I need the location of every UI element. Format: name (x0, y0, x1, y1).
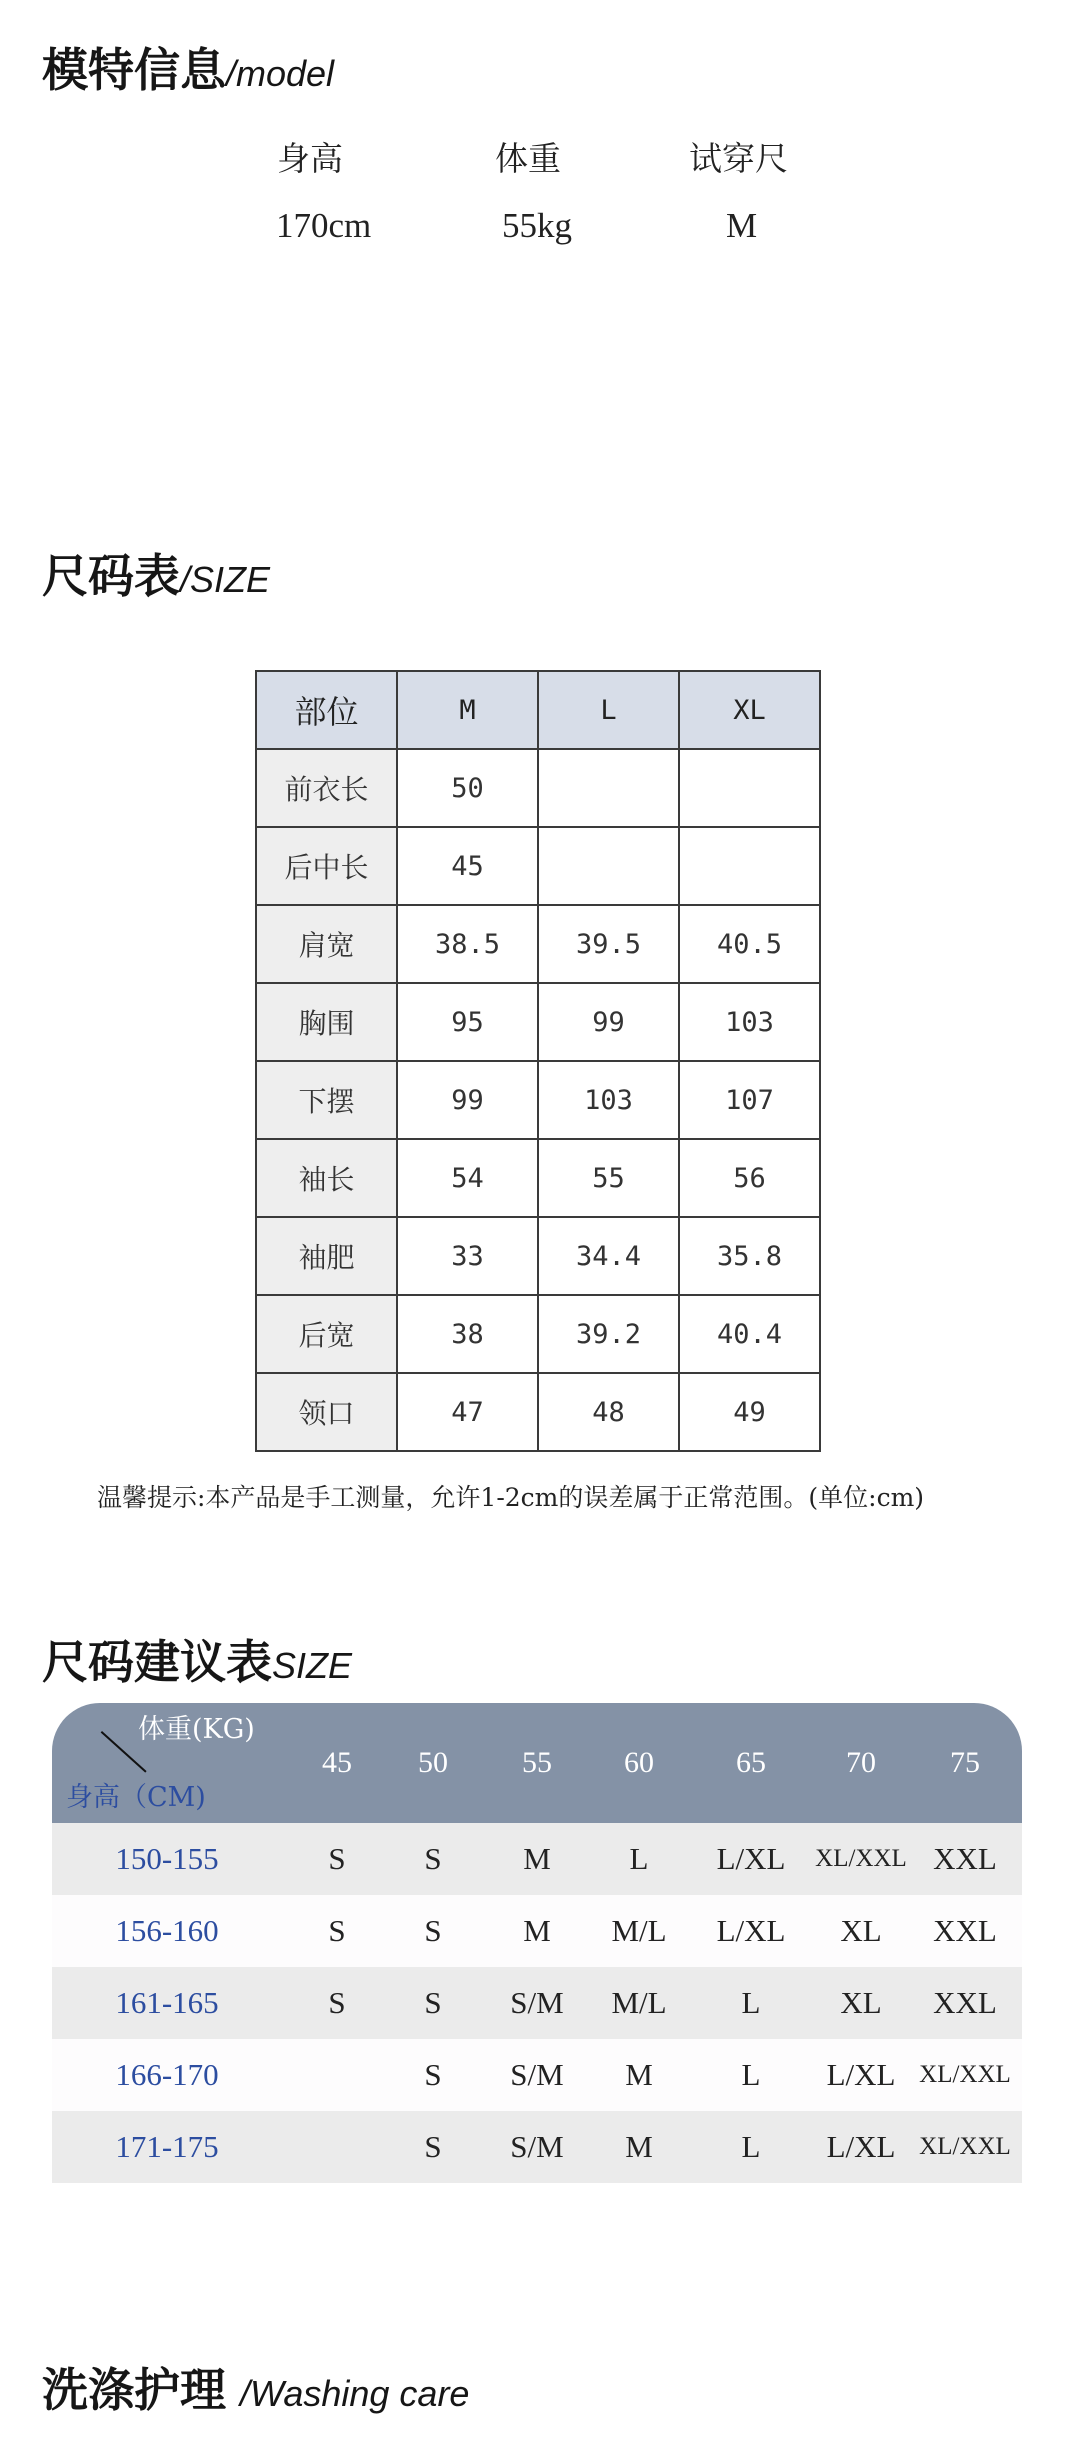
size-suggestion-cell: L (741, 1985, 761, 2020)
weight-column-header: 70 (846, 1746, 876, 1779)
size-header-part: 部位 (256, 671, 397, 749)
size-value-cell (679, 827, 820, 905)
size-suggestion-cell: S (424, 1985, 442, 2020)
height-range-cell: 161-165 (115, 1985, 219, 2020)
size-value-cell: 55 (538, 1139, 679, 1217)
size-value-cell (538, 749, 679, 827)
height-range-cell: 150-155 (115, 1841, 219, 1876)
size-suggestion-cell: S/M (510, 1985, 564, 2020)
size-value-cell: 38 (397, 1295, 538, 1373)
size-value-cell: 34.4 (538, 1217, 679, 1295)
size-value-cell: 47 (397, 1373, 538, 1451)
size-value-cell: 35.8 (679, 1217, 820, 1295)
size-row-label: 袖长 (256, 1139, 397, 1217)
recommend-row (52, 1823, 1022, 1895)
size-header-xl: XL (679, 671, 820, 749)
size-row-label: 胸围 (256, 983, 397, 1061)
model-weight-label: 体重 (495, 139, 561, 178)
size-suggestion-cell: M (523, 1841, 551, 1876)
size-value-cell: 39.2 (538, 1295, 679, 1373)
size-suggestion-cell: S (424, 1913, 442, 1948)
size-table-row (256, 827, 820, 905)
model-height-value: 170cm (276, 206, 372, 245)
size-table-row (256, 905, 820, 983)
size-value-cell: 99 (538, 983, 679, 1061)
size-suggestion-cell: M (523, 1913, 551, 1948)
size-value-cell: 45 (397, 827, 538, 905)
size-row-label: 前衣长 (256, 749, 397, 827)
size-header-l: L (538, 671, 679, 749)
size-table-row (256, 983, 820, 1061)
size-suggestion-cell: M/L (611, 1913, 667, 1948)
recommend-table-header (52, 1703, 1022, 1823)
size-table (255, 670, 821, 1452)
size-suggestion-cell (282, 2039, 392, 2111)
size-suggestion-cell: XXL (933, 1841, 997, 1876)
model-section-title (42, 34, 334, 100)
size-value-cell: 99 (397, 1061, 538, 1139)
weight-column-header: 50 (418, 1746, 448, 1779)
size-value-cell: 107 (679, 1061, 820, 1139)
size-suggestion-cell: XL/XXL (919, 2061, 1011, 2088)
size-title-en: /SIZE (180, 559, 271, 600)
size-value-cell: 103 (538, 1061, 679, 1139)
weight-column-header: 65 (736, 1746, 766, 1779)
size-value-cell: 103 (679, 983, 820, 1061)
size-value-cell: 39.5 (538, 905, 679, 983)
size-suggestion-cell: XXL (933, 1985, 997, 2020)
size-recommend-table (52, 1703, 1022, 2183)
weight-column-header: 60 (624, 1746, 654, 1779)
weight-column-header: 45 (322, 1746, 352, 1779)
recommend-title-en: SIZE (272, 1645, 353, 1686)
size-value-cell: 38.5 (397, 905, 538, 983)
model-title-en: /model (226, 53, 335, 94)
size-suggestion-cell: S/M (510, 2057, 564, 2092)
size-suggestion-cell: L/XL (826, 2129, 896, 2164)
size-table-row (256, 1373, 820, 1451)
wash-section-title (42, 2354, 469, 2420)
wash-title-cn: 洗涤护理 (42, 2363, 226, 2417)
size-suggestion-cell: XL (840, 1985, 882, 2020)
size-suggestion-cell: L (741, 2057, 761, 2092)
model-weight-value: 55kg (502, 206, 572, 245)
size-suggestion-cell: S (424, 2129, 442, 2164)
size-value-cell (679, 749, 820, 827)
size-header-m: M (397, 671, 538, 749)
size-section-title (42, 540, 270, 606)
model-title-cn: 模特信息 (42, 43, 226, 97)
recommend-section-title (42, 1626, 352, 1692)
size-suggestion-cell: S/M (510, 2129, 564, 2164)
weight-axis-label: 体重(KG) (138, 1714, 255, 1745)
height-range-cell: 156-160 (115, 1913, 219, 1948)
weight-column-header: 75 (950, 1746, 980, 1779)
height-range-cell: 166-170 (115, 2057, 219, 2092)
size-suggestion-cell: M (625, 2129, 653, 2164)
size-row-label: 后宽 (256, 1295, 397, 1373)
model-size-label: 试穿尺 (689, 139, 788, 178)
size-suggestion-cell: S (328, 1913, 346, 1948)
size-value-cell: 50 (397, 749, 538, 827)
model-size-value: M (726, 206, 758, 245)
size-table-row (256, 1061, 820, 1139)
size-row-label: 下摆 (256, 1061, 397, 1139)
size-suggestion-cell: XL/XXL (815, 1845, 907, 1872)
measurement-tip: 温馨提示:本产品是手工测量，允许1-2cm的误差属于正常范围。(单位:cm) (97, 1483, 925, 1512)
size-title-cn: 尺码表 (42, 549, 180, 603)
height-range-cell: 171-175 (115, 2129, 219, 2164)
size-table-row (256, 1217, 820, 1295)
size-suggestion-cell: S (424, 2057, 442, 2092)
size-value-cell: 56 (679, 1139, 820, 1217)
size-suggestion-cell: L/XL (826, 2057, 896, 2092)
recommend-row (52, 2039, 1022, 2111)
size-suggestion-cell: L (629, 1841, 649, 1876)
size-suggestion-cell: S (328, 1841, 346, 1876)
wash-title-en: /Washing care (240, 2373, 470, 2414)
size-value-cell (538, 827, 679, 905)
size-suggestion-cell: M (625, 2057, 653, 2092)
size-suggestion-cell: XL (840, 1913, 882, 1948)
size-suggestion-cell: L/XL (716, 1841, 786, 1876)
size-suggestion-cell: XL/XXL (919, 2133, 1011, 2160)
size-row-label: 后中长 (256, 827, 397, 905)
recommend-table-body (52, 1823, 1022, 2183)
height-axis-label: 身高（CM) (66, 1782, 206, 1813)
weight-column-header: 55 (522, 1746, 552, 1779)
size-row-label: 领口 (256, 1373, 397, 1451)
size-table-row (256, 749, 820, 827)
model-height-label: 身高 (277, 139, 343, 178)
recommend-row (52, 1895, 1022, 1967)
recommend-row (52, 1967, 1022, 2039)
size-table-row (256, 1139, 820, 1217)
size-value-cell: 40.4 (679, 1295, 820, 1373)
size-row-label: 肩宽 (256, 905, 397, 983)
size-value-cell: 48 (538, 1373, 679, 1451)
size-value-cell: 95 (397, 983, 538, 1061)
size-value-cell: 49 (679, 1373, 820, 1451)
size-value-cell: 40.5 (679, 905, 820, 983)
recommend-row (52, 2111, 1022, 2183)
recommend-title-cn: 尺码建议表 (42, 1635, 272, 1689)
size-suggestion-cell: XXL (933, 1913, 997, 1948)
size-table-header (256, 671, 820, 749)
size-value-cell: 54 (397, 1139, 538, 1217)
size-suggestion-cell: S (424, 1841, 442, 1876)
size-suggestion-cell: S (328, 1985, 346, 2020)
size-suggestion-cell: L/XL (716, 1913, 786, 1948)
size-suggestion-cell (282, 2111, 392, 2183)
size-suggestion-cell: M/L (611, 1985, 667, 2020)
size-table-row (256, 1295, 820, 1373)
size-suggestion-cell: L (741, 2129, 761, 2164)
size-value-cell: 33 (397, 1217, 538, 1295)
size-row-label: 袖肥 (256, 1217, 397, 1295)
